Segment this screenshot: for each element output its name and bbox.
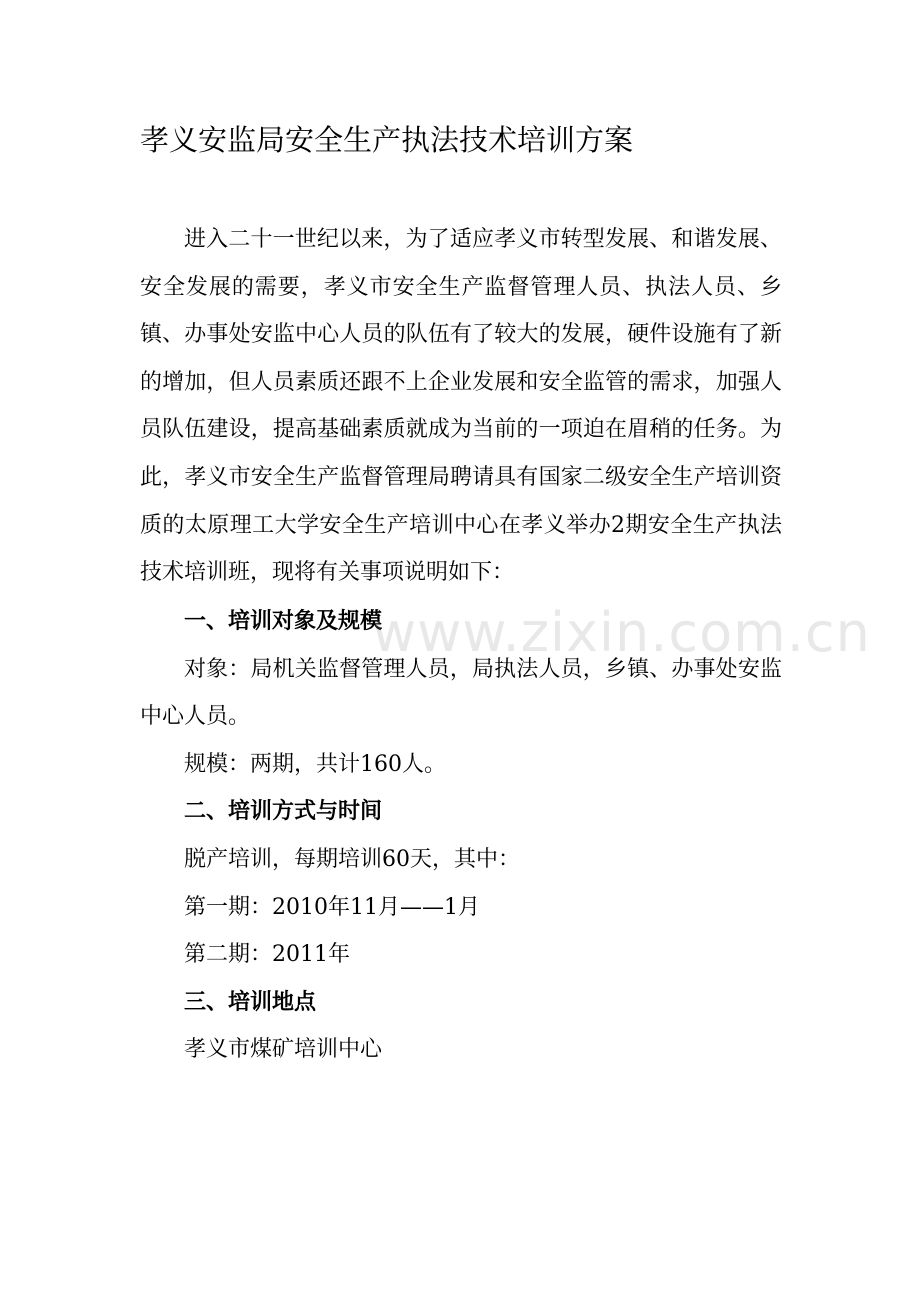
training-phase-2-text: 第二期：2011年: [184, 942, 350, 968]
section-heading-training-method: 二、培训方式与时间: [184, 798, 383, 825]
document-title: 孝义安监局安全生产执法技术培训方案: [140, 123, 634, 157]
section-heading-training-location: 三、培训地点: [184, 988, 317, 1015]
training-scale-text: 规模：两期，共计160人。: [184, 751, 446, 777]
document-sections: [140, 598, 782, 1074]
watermark-text: www.zixin.com.cn: [372, 601, 871, 664]
training-phase-1-text: 第一期：2010年11月——1月: [184, 894, 480, 920]
training-target-text: 对象：局机关监督管理人员，局执法人员，乡镇、办事处安监中心人员。: [140, 656, 782, 730]
training-method-text: 脱产培训，每期培训60天，其中：: [184, 846, 520, 872]
training-location-text: 孝义市煤矿培训中心: [184, 1037, 383, 1063]
intro-paragraph: 进入二十一世纪以来，为了适应孝义市转型发展、和谐发展、安全发展的需要，孝义市安全生产监督管理人员、执法人员、乡镇、办事处安监中心人员的队伍有了较大的发展，硬件设施有了新的增加，但人员素质还跟不上企业发展和安全监管的需求，加强人员队伍建设，提高基础素质就成为当前的一项迫在眉稍的任务。为此，孝义市安全生产监督管理局聘请具有国家二级安全生产培训资质的太原理工大学安全生产培训中心在孝义举办2期安全生产执法技术培训班，现将有关事项说明如下：: [140, 227, 782, 586]
section-heading-training-target: 一、培训对象及规模: [184, 608, 383, 634]
